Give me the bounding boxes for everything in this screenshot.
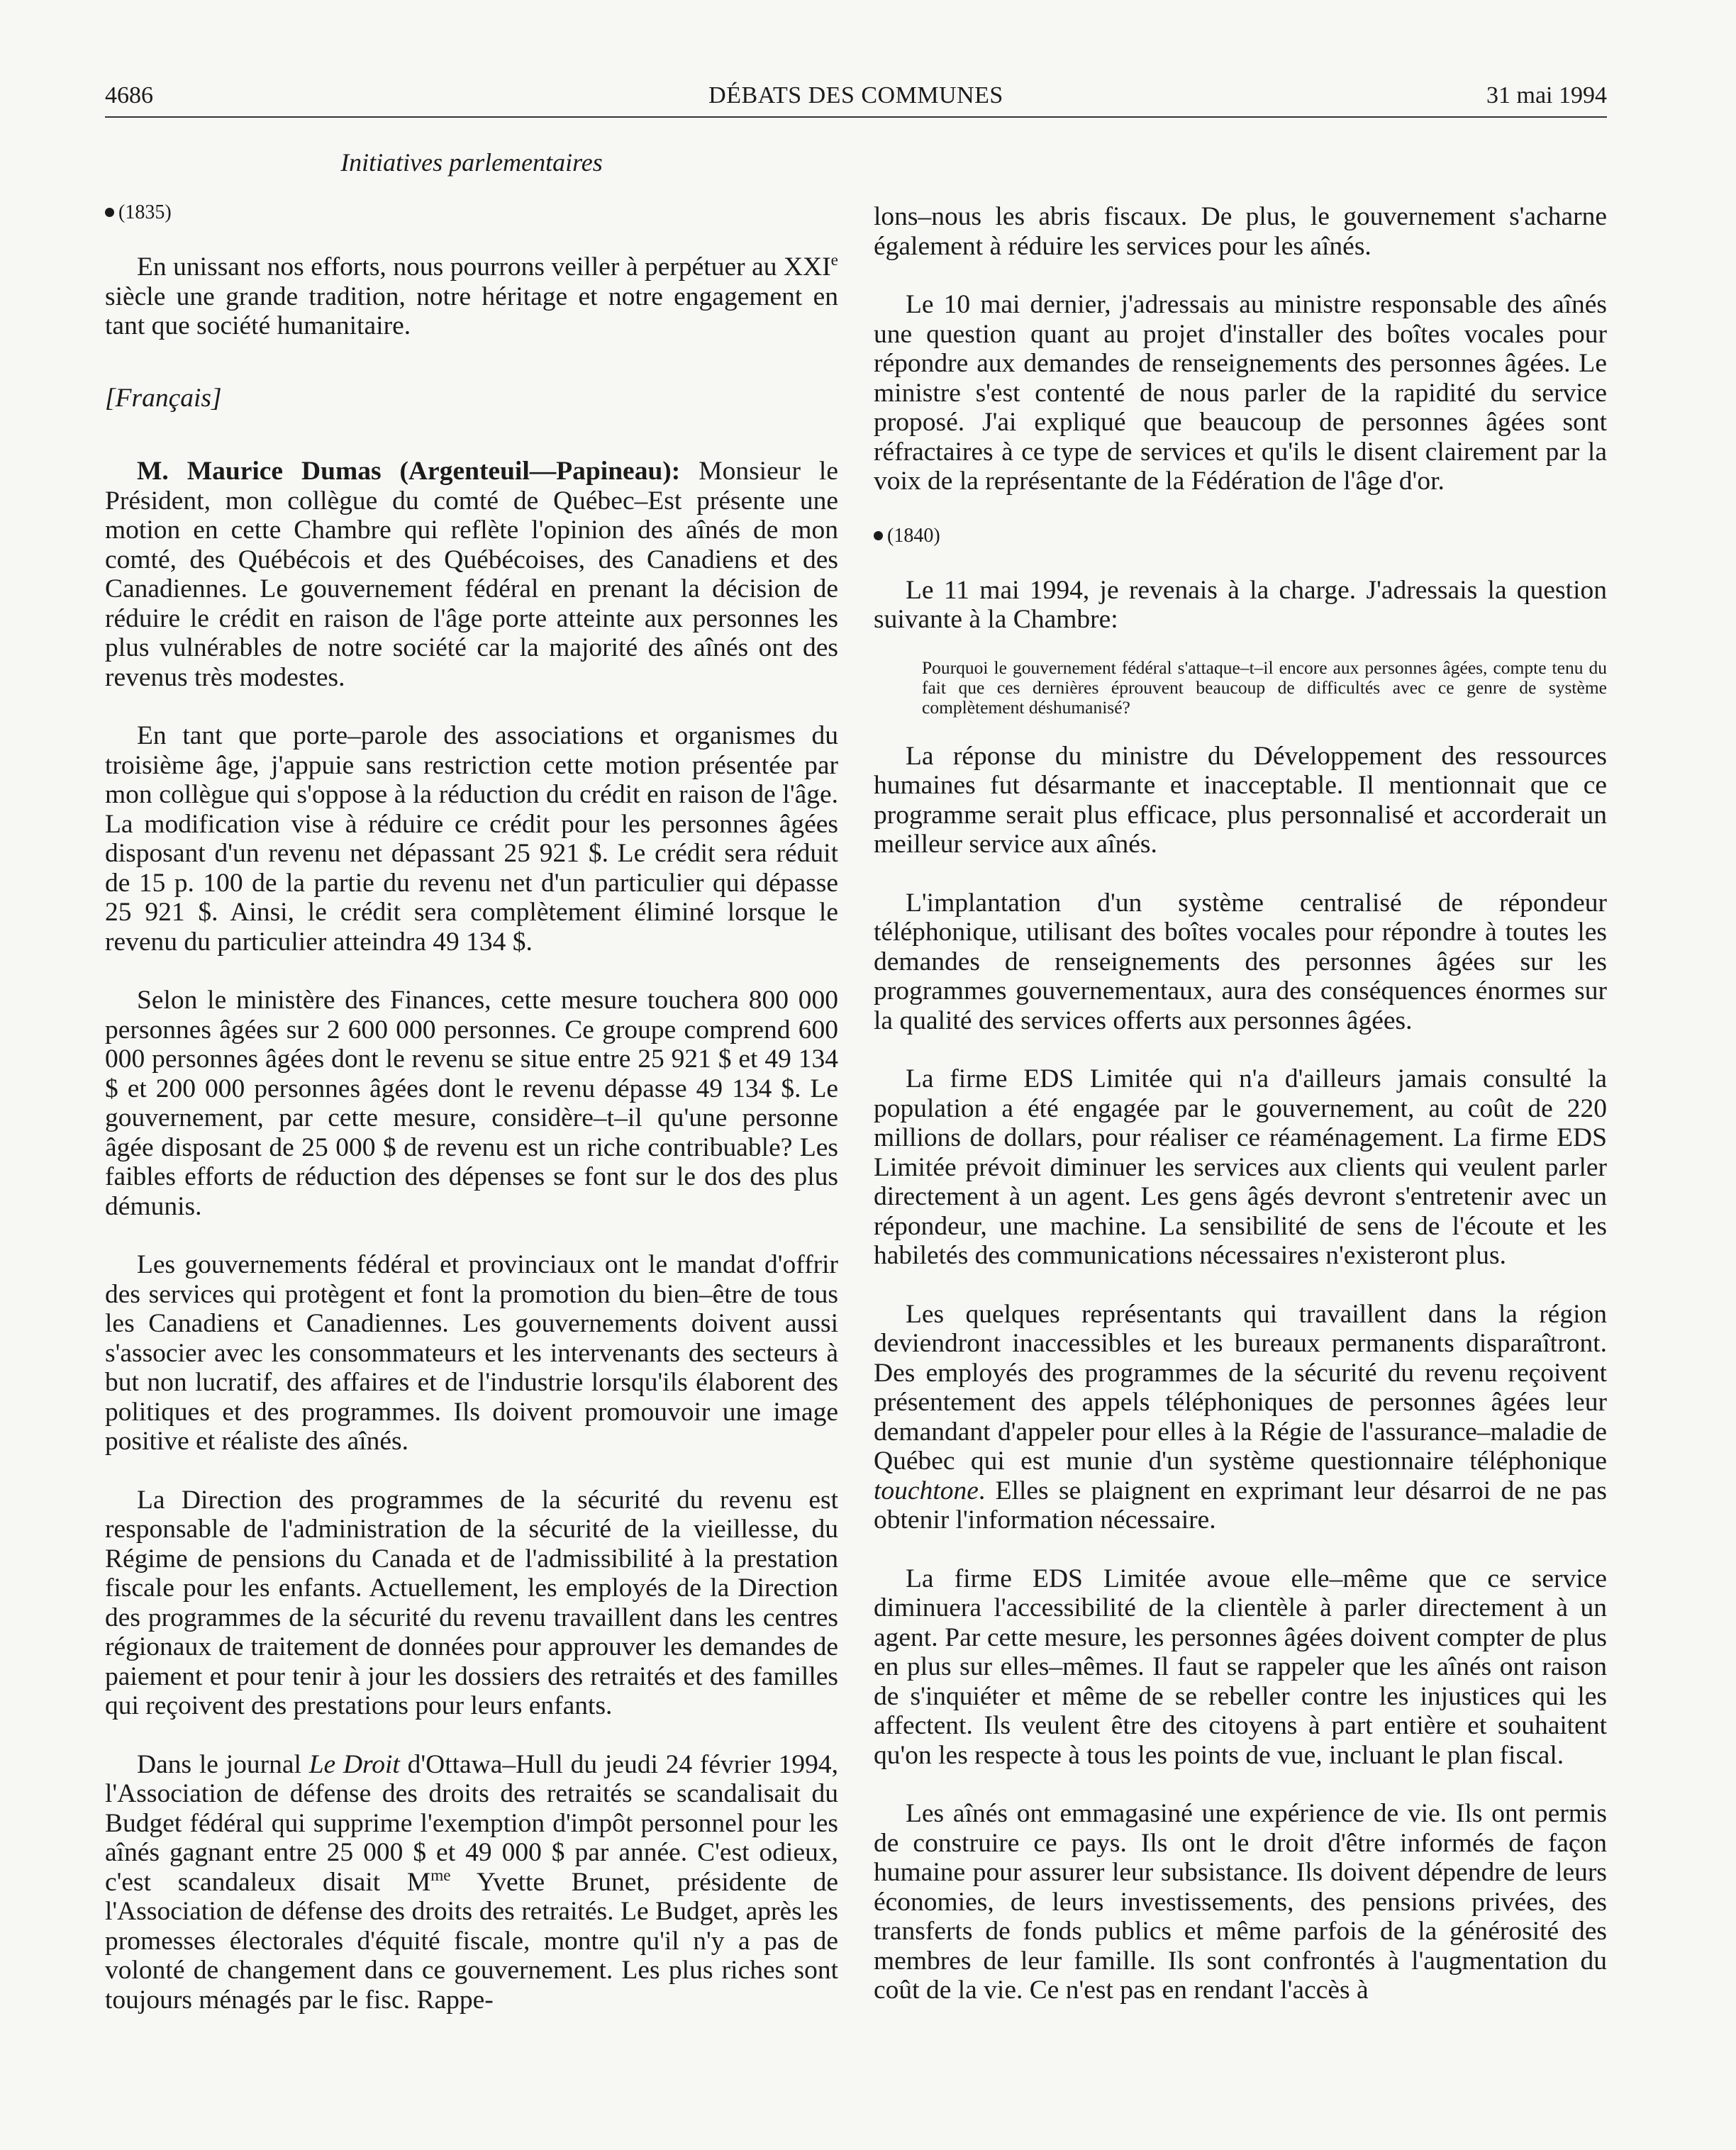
paragraph: lons–nous les abris fiscaux. De plus, le gouvernement s'acharne également à réduire les services pour les aînés. [874,202,1607,261]
running-header [105,77,1607,118]
time-marker: (1835) [105,202,838,223]
time-marker: (1840) [874,525,1607,547]
paragraph: En unissant nos efforts, nous pourrons veiller à perpétuer au XXIe siècle une grande tradition, notre héritage et notre engagement en tant que société humanitaire. [105,251,838,340]
left-column [105,202,838,2044]
paragraph: La firme EDS Limitée qui n'a d'ailleurs jamais consulté la population a été engagée par le gouvernement, au coût de 220 millions de dollars, pour réaliser ce réaménagement. La firme EDS Limitée prévoit diminuer les services aux clients qui veulent parler directement à un agent. Les gens âgés devront s'entretenir avec un répondeur, une machine. La sensibilité de sens de l'écoute et les habiletés des communications nécessaires n'existeront plus. [874,1064,1607,1270]
language-marker: [Français] [105,383,222,413]
paragraph: La Direction des programmes de la sécurité du revenu est responsable de l'administration de la sécurité de la vieillesse, du Régime de pensions du Canada et de l'admissibilité à la prestation fiscale pour les enfants. Actuellement, les employés de la Direction des programmes de la sécurité du revenu travaillent dans les centres régionaux de traitement de données pour approuver les demandes de paiement et pour tenir à jour les dossiers des retraités et des familles qui reçoivent des prestations pour leurs enfants. [105,1485,838,1720]
paragraph: Les gouvernements fédéral et provinciaux ont le mandat d'offrir des services qui protègent et font la promotion du bien–être de tous les Canadiens et Canadiennes. Les gouvernements doivent aussi s'associer avec les consommateurs et les intervenants des secteurs à but non lucratif, des affaires et de l'industrie lorsqu'ils élaborent des politiques et des programmes. Ils doivent promouvoir une image positive et réaliste des aînés. [105,1250,838,1456]
paragraph: La réponse du ministre du Développement des ressources humaines fut désarmante et inacceptable. Il mentionnait que ce programme serait plus efficace, plus personnalisé et accorderait un meilleur service aux aînés. [874,741,1607,859]
paragraph: Selon le ministère des Finances, cette mesure touchera 800 000 personnes âgées sur 2 600 000 personnes. Ce groupe comprend 600 000 personnes âgées dont le revenu se situe entre 25 921 $ et 49 134 $ et 200 000 personnes âgées dont le revenu dépasse 49 134 $. Le gouvernement, par cette mesure, considère–t–il qu'une personne âgée disposant de 25 000 $ de revenu est un riche contribuable? Les faibles efforts de réduction des dépenses se font sur le dos des plus démunis. [105,986,838,1221]
right-column [874,202,1607,2034]
paragraph: L'implantation d'un système centralisé de répondeur téléphonique, utilisant des boîtes vocales pour répondre à toutes les demandes de renseignements des personnes âgées sur les programmes gouvernementaux, aura des conséquences énormes sur la qualité des services offerts aux personnes âgées. [874,888,1607,1035]
paragraph: La firme EDS Limitée avoue elle–même que ce service diminuera l'accessibilité de la clientèle à parler directement à un agent. Par cette mesure, les personnes âgées doivent compter de plus en plus sur elles–mêmes. Il faut se rappeler que les aînés ont raison de s'inquiéter et même de se rebeller contre les injustices qui les affectent. Ils veulent être des citoyens à part entière et souhaitent qu'on les respecte à tous les points de vue, incluant le plan fiscal. [874,1564,1607,1770]
speaker-name: M. Maurice Dumas (Argenteuil—Papineau): [137,457,681,486]
paragraph: Les quelques représentants qui travaillent dans la région deviendront inaccessibles et les bureaux permanents disparaîtront. Des employés des programmes de la sécurité du revenu reçoivent présentement des appels téléphoniques de personnes âgées leur demandant d'appeler pour elles à la Régie de l'assurance–maladie de Québec qui est munie d'un système questionnaire téléphonique touchtone. Elles se plaignent en exprimant leur désarroi de ne pas obtenir l'information nécessaire. [874,1299,1607,1534]
bullet-icon [105,208,114,217]
paragraph: Les aînés ont emmagasiné une expérience de vie. Ils ont permis de construire ce pays. Ils ont le droit d'être informés de façon humaine pour assurer leur subsistance. Ils doivent dépendre de leurs économies, de leurs investissements, des pensions privées, des transferts de fonds publics et même parfois de la générosité des membres de leur famille. Ils sont confrontés à l'augmentation du coût de la vie. Ce n'est pas en rendant l'accès à [874,1799,1607,2005]
paragraph: Dans le journal Le Droit d'Ottawa–Hull du jeudi 24 février 1994, l'Association de défense des droits des retraités se scandalisait du Budget fédéral qui supprime l'exemption d'impôt personnel pour les aînés gagnant entre 25 000 $ et 49 000 $ par année. C'est odieux, c'est scandaleux disait $M^{me}$ Yvette Brunet, présidente de l'Association de défense des droits des retraités. Le Budget, après les promesses électorales d'équité fiscale, montre qu'il n'y a pas de volonté de changement dans ce gouvernement. Les plus riches sont toujours ménagés par le fisc. Rappe- [105,1749,839,2015]
bullet-icon [874,531,883,540]
page-number: 4686 [105,82,153,108]
block-quote: Pourquoi le gouvernement fédéral s'attaque–t–il encore aux personnes âgées, compte tenu du fait que ces dernières éprouvent beaucoup de difficultés avec ce genre de système complètement déshumanisé? [922,657,1607,718]
publication-title: DÉBATS DES COMMUNES [708,82,1003,108]
section-title: Initiatives parlementaires [340,148,603,177]
issue-date: 31 mai 1994 [1486,82,1607,108]
speech-paragraph: M. Maurice Dumas (Argenteuil—Papineau): Monsieur le Président, mon collègue du comté de Québec–Est présente une motion en cette Chambre qui reflète l'opinion des aînés de mon comté, des Québécois et des Québécoises, des Canadiens et des Canadiennes. Le gouvernement fédéral en prenant la décision de réduire le crédit en raison de l'âge porte atteinte aux personnes les plus vulnérables de notre société car la majorité des aînés ont des revenus très modestes. [105,457,838,692]
paragraph: En tant que porte–parole des associations et organismes du troisième âge, j'appuie sans restriction cette motion présentée par mon collègue qui s'oppose à la réduction du crédit en raison de l'âge. La modification vise à réduire ce crédit pour les personnes âgées disposant d'un revenu net dépassant 25 921 $. Le crédit sera réduit de 15 p. 100 de la partie du revenu net d'un particulier qui dépasse 25 921 $. Ainsi, le crédit sera complètement éliminé lorsque le revenu du particulier atteindra 49 134 $. [105,721,838,957]
paragraph: Le 11 mai 1994, je revenais à la charge. J'adressais la question suivante à la Chambre: [874,575,1607,634]
paragraph: Le 10 mai dernier, j'adressais au ministre responsable des aînés une question quant au projet d'installer des boîtes vocales pour répondre aux demandes de renseignements des personnes âgées. Le ministre s'est contenté de nous parler de la rapidité du service proposé. J'ai expliqué que beaucoup de personnes âgées sont réfractaires à ce type de services et qu'ils le disent clairement par la voix de la représentante de la Fédération de l'âge d'or. [874,290,1607,496]
